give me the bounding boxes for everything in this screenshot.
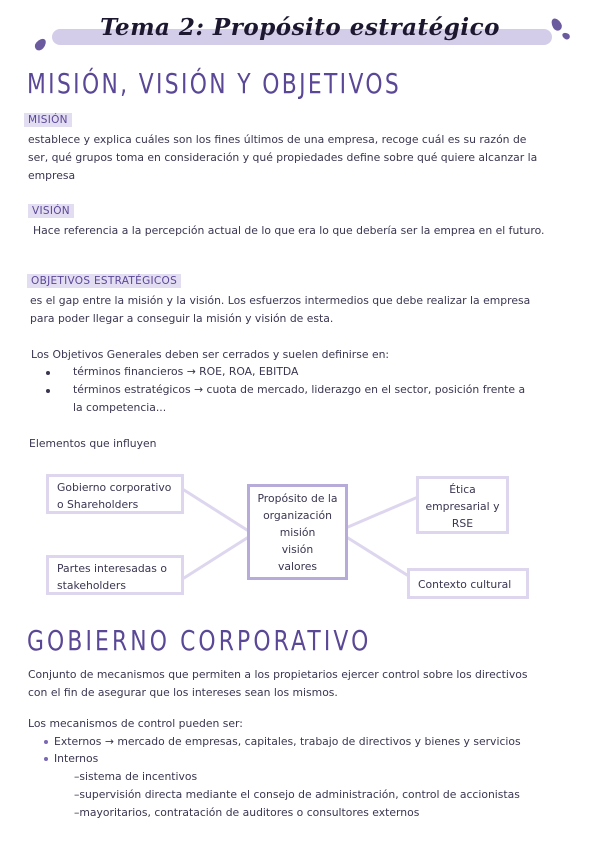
mecanismos-intro: Los mecanismos de control pueden ser: (28, 717, 243, 730)
text-line: –sistema de incentivos (74, 770, 198, 783)
mision-label: MISIÓN (24, 113, 72, 127)
box-line: stakeholders (57, 579, 126, 592)
objetivos-label: OBJETIVOS ESTRATÉGICOS (27, 274, 181, 288)
text-line: ser, qué grupos toma en consideración y qué propiedades define sobre qué quiere alcanzar la (28, 151, 538, 164)
bullet-dot (44, 740, 48, 744)
text-line: es el gap entre la misión y la visión. Los esfuerzos intermedios que debe realizar la empresa (30, 294, 531, 307)
box-partes-interesadas (46, 555, 184, 595)
gobierno-definition (28, 666, 528, 702)
box-line: visión (281, 543, 314, 556)
connector-line (184, 490, 247, 530)
box-etica-empresarial (416, 476, 509, 534)
objetivos-generales-intro: Los Objetivos Generales deben ser cerrados y suelen definirse en: (31, 348, 390, 361)
box-line: organización (263, 509, 332, 522)
text-line: con el fin de asegurar que los intereses sean los mismos. (28, 686, 338, 699)
connector-line (348, 497, 418, 527)
text-line: términos financieros → ROE, ROA, EBITDA (73, 365, 299, 378)
page-title: Tema 2: Propósito estratégico (100, 14, 500, 41)
internos-sublist (74, 768, 520, 822)
text-line: términos estratégicos → cuota de mercado, liderazgo en el sector, posición frente a (73, 383, 526, 396)
text-line: –supervisión directa mediante el consejo de administración, control de accionistas (74, 788, 520, 801)
box-contexto-cultural (407, 568, 529, 599)
section-heading-gobierno-corporativo: GOBIERNO CORPORATIVO (27, 624, 372, 657)
box-line: Ética (449, 483, 476, 496)
bullet-externos (54, 733, 521, 751)
box-proposito-organizacion (247, 484, 348, 580)
box-line: empresarial y (425, 500, 500, 513)
bullet-dot (44, 757, 48, 761)
connector-line (184, 538, 247, 578)
box-line: Propósito de la (257, 492, 338, 505)
elementos-label: Elementos que influyen (29, 437, 157, 450)
box-line: RSE (451, 517, 474, 530)
box-line: Contexto cultural (418, 578, 512, 591)
box-line: Gobierno corporativo (57, 481, 172, 494)
text-line: Conjunto de mecanismos que permiten a los propietarios ejercer control sobre los directivos (28, 668, 528, 681)
text-line: para poder llegar a conseguir la misión y visión de esta. (30, 312, 334, 325)
text-line: Externos → mercado de empresas, capitales, trabajo de directivos y bienes y servicios (54, 735, 521, 748)
box-line: valores (277, 560, 318, 573)
text-line: Hace referencia a la percepción actual de lo que era lo que debería ser la emprea en el futuro. (33, 224, 545, 237)
text-line: empresa (28, 169, 76, 182)
box-gobierno-corporativo (46, 474, 184, 514)
vision-label: VISIÓN (28, 204, 74, 218)
section-heading-mision-vision: MISIÓN, VISIÓN Y OBJETIVOS (27, 67, 402, 100)
text-line: –mayoritarios, contratación de auditores o consultores externos (74, 806, 420, 819)
bullet-internos (54, 750, 98, 768)
text-line: establece y explica cuáles son los fines últimos de una empresa, recoge cuál es su razón de (28, 133, 527, 146)
text-line: Internos (54, 752, 99, 765)
text-line: la competencia... (73, 401, 167, 414)
connector-line (348, 538, 407, 575)
box-line: Partes interesadas o (57, 562, 167, 575)
box-line: o Shareholders (57, 498, 139, 511)
box-line: misión (279, 526, 316, 539)
